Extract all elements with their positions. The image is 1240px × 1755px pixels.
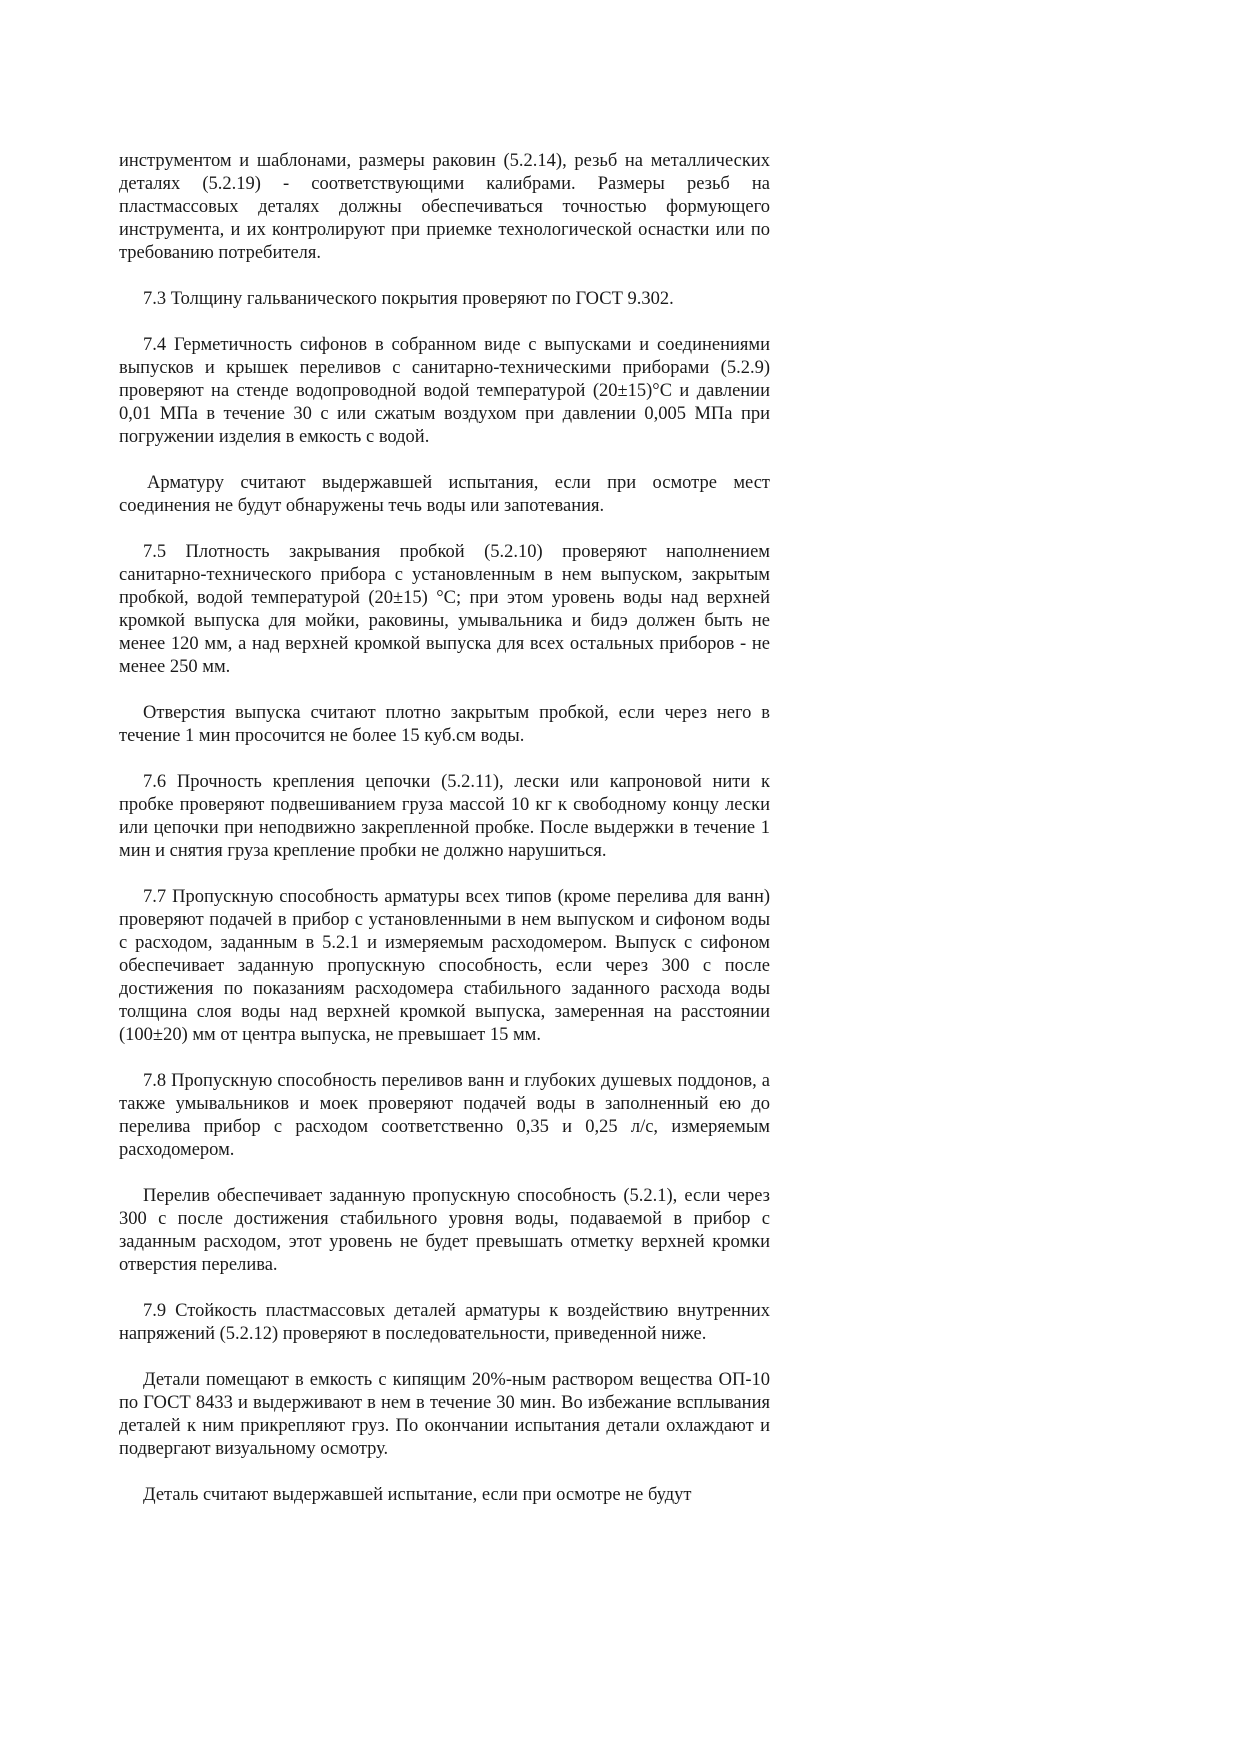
- paragraph-7-5-note: Отверстия выпуска считают плотно закрытым пробкой, если через него в течение 1 мин просочится не более 15 куб.см воды.: [119, 703, 770, 746]
- paragraph-7-8-note: Перелив обеспечивает заданную пропускную способность (5.2.1), если через 300 с после достижения стабильного уровня воды, подаваемой в прибор с заданным расходом, этот уровень не будет превышать отметку верхней кромки отверстия перелива.: [119, 1186, 770, 1275]
- paragraph-continued: инструментом и шаблонами, размеры раковин (5.2.14), резьб на металлических деталях (5.2.19) - соответствующими калибрами. Размеры резьб на пластмассовых деталях должны обеспечиваться точностью формующего инструмента, и их контролируют при приемке технологической оснастки или по требованию потребителя.: [119, 151, 770, 263]
- paragraph-7-7: 7.7 Пропускную способность арматуры всех типов (кроме перелива для ванн) проверяют подачей в прибор с установленными в нем выпуском и сифоном воды с расходом, заданным в 5.2.1 и измеряемым расходомером. Выпуск с сифоном обеспечивает заданную пропускную способность, если через 300 с после достижения по показаниям расходомера стабильного заданного расхода воды толщина слоя воды над верхней кромкой выпуска, замеренная на расстоянии (100±20) мм от центра выпуска, не превышает 15 мм.: [119, 887, 770, 1045]
- paragraph-7-9: 7.9 Стойкость пластмассовых деталей арматуры к воздействию внутренних напряжений (5.2.12) проверяют в последовательности, приведенной ниже.: [119, 1301, 770, 1344]
- paragraph-7-3: 7.3 Толщину гальванического покрытия проверяют по ГОСТ 9.302.: [143, 289, 674, 309]
- paragraph-7-4: 7.4 Герметичность сифонов в собранном виде с выпусками и соединениями выпусков и крышек переливов с санитарно-техническими приборами (5.2.9) проверяют на стенде водопроводной водой температурой (20±15)°С и давлении 0,01 МПа в течение 30 с или сжатым воздухом при давлении 0,005 МПа при погружении изделия в емкость с водой.: [119, 335, 770, 447]
- document-page: [119, 150, 770, 1530]
- paragraph-7-8: 7.8 Пропускную способность переливов ванн и глубоких душевых поддонов, а также умывальников и моек проверяют подачей воды в заполненный ею до перелива прибор с расходом соответственно 0,35 и 0,25 л/с, измеряемым расходомером.: [119, 1071, 770, 1160]
- paragraph-7-9-criterion: Деталь считают выдержавшей испытание, если при осмотре не будут: [143, 1485, 692, 1505]
- paragraph-7-5: 7.5 Плотность закрывания пробкой (5.2.10) проверяют наполнением санитарно-технического прибора с установленным в нем выпуском, закрытым пробкой, водой температурой (20±15) °С; при этом уровень воды над верхней кромкой выпуска для мойки, раковины, умывальника и бидэ должен быть не менее 120 мм, а над верхней кромкой выпуска для всех остальных приборов - не менее 250 мм.: [119, 542, 770, 677]
- paragraph-7-9-procedure: Детали помещают в емкость с кипящим 20%-ным раствором вещества ОП-10 по ГОСТ 8433 и выдерживают в нем в течение 30 мин. Во избежание всплывания деталей к ним прикрепляют груз. По окончании испытания детали охлаждают и подвергают визуальному осмотру.: [119, 1370, 770, 1459]
- paragraph-7-4-note: Арматуру считают выдержавшей испытания, если при осмотре мест соединения не будут обнаружены течь воды или запотевания.: [119, 473, 770, 516]
- paragraph-7-6: 7.6 Прочность крепления цепочки (5.2.11), лески или капроновой нити к пробке проверяют подвешиванием груза массой 10 кг к свободному концу лески или цепочки при неподвижно закрепленной пробке. После выдержки в течение 1 мин и снятия груза крепление пробки не должно нарушиться.: [119, 772, 770, 861]
